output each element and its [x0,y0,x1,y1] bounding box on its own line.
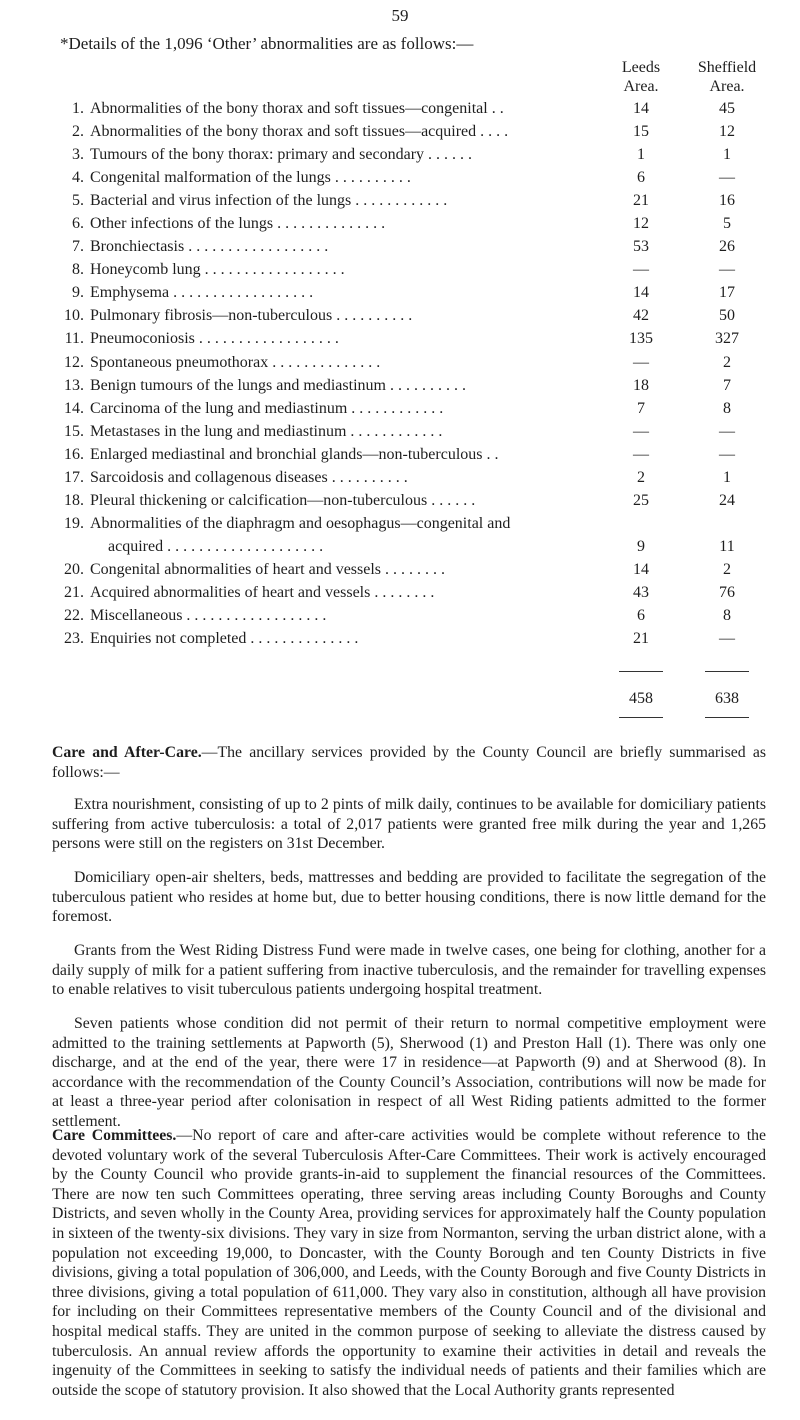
row-value-leeds: 14 [633,560,649,578]
row-value-leeds: 15 [633,123,649,141]
table-row [0,466,800,489]
row-label-text: Sarcoidosis and collagenous diseases . . . . . . . . . . [90,468,408,486]
row-value-sheffield: 5 [723,215,731,233]
row-label [90,258,582,281]
row-value-leeds: 43 [633,583,649,601]
row-number: 17. [64,468,84,486]
table-row [0,120,800,143]
row-value-leeds: 21 [633,192,649,210]
row-label [90,604,582,627]
table-row [0,281,800,304]
paragraph-text: —The ancillary services provided by the County Council are briefly summarised as follows:— [52,744,766,781]
total-rule-bottom-leeds [619,717,663,718]
table-row [0,351,800,374]
paragraph-care-committees [52,1126,766,1400]
row-value-leeds: 12 [633,215,649,233]
row-number: 6. [72,215,84,233]
column-header-line: Area. [709,78,745,95]
row-label-text: Spontaneous pneumothorax . . . . . . . . . . . . . . [90,353,381,371]
row-label-text: Pulmonary fibrosis—non-tuberculous . . . . . . . . . . [90,307,413,325]
row-value-sheffield: 26 [719,238,735,256]
row-label [90,558,582,581]
row-label-text: Metastases in the lung and mediastinum . . . . . . . . . . . . [90,422,443,440]
row-value-sheffield: 45 [719,100,735,117]
row-value-leeds: 25 [633,491,649,509]
row-label-text: Miscellaneous . . . . . . . . . . . . . . . . . . [90,606,327,624]
abnormalities-table [0,97,800,650]
column-header-line: Sheffield [697,59,757,76]
row-label-text: Abnormalities of the diaphragm and oesophagus—congenital and [90,514,511,532]
row-value-leeds: — [633,445,649,463]
row-number: 3. [72,146,84,164]
row-number: 1. [72,100,84,117]
table-row [0,374,800,397]
row-value-sheffield: 16 [719,192,735,210]
row-value-sheffield: — [719,445,735,463]
row-value-leeds: 7 [637,399,645,417]
row-label-text: Tumours of the bony thorax: primary and secondary . . . . . . [90,146,473,164]
column-header-sheffield [682,58,772,96]
row-label-text: Carcinoma of the lung and mediastinum . . . . . . . . . . . . [90,399,444,417]
paragraph-nourishment: Extra nourishment, consisting of up to 2 pints of milk daily, continues to be available for domiciliary patients suffering from active tuberculosis: a total of 2,017 patients were granted free milk during the year and 1,265 persons were still on the registers on 31st December. [52,796,766,853]
row-value-leeds: 21 [633,629,649,647]
row-value-sheffield: — [719,422,735,440]
table-row [0,420,800,443]
row-value-leeds: 1 [637,146,645,164]
row-value-sheffield: 24 [719,491,735,509]
table-row [0,581,800,604]
row-number: 14. [64,399,84,417]
row-label-text: Enquiries not completed . . . . . . . . . . . . . . [90,629,359,647]
paragraph-care-aftercare [52,743,766,782]
row-number: 9. [72,284,84,302]
row-label [90,581,582,604]
row-value-leeds: 2 [637,468,645,486]
table-row [0,304,800,327]
row-label-text: Benign tumours of the lungs and mediastinum . . . . . . . . . . [90,376,466,394]
row-value-sheffield: 7 [723,376,731,394]
row-label [90,235,582,258]
total-sheffield: 638 [715,690,739,707]
row-value-leeds: 14 [633,100,649,117]
row-label [90,374,582,397]
row-number: 12. [64,353,84,371]
row-label-text: Pleural thickening or calcification—non-tuberculous . . . . . . [90,491,476,509]
row-value-sheffield: 1 [723,468,731,486]
row-label [90,489,582,512]
row-number: 4. [72,169,84,187]
row-number: 19. [64,514,84,532]
row-value-leeds: 6 [637,169,645,187]
row-value-sheffield: — [719,629,735,647]
table-row [0,212,800,235]
row-label-text: Emphysema . . . . . . . . . . . . . . . . . . [90,284,314,302]
total-rule-top-sheffield [705,671,749,672]
row-value-sheffield: 8 [723,399,731,417]
total-rule-top-leeds [619,671,663,672]
row-value-leeds: 14 [633,284,649,302]
table-row [0,627,800,650]
row-label [90,212,582,235]
row-label [90,327,582,350]
row-number: 5. [72,192,84,210]
column-header-line: Area. [623,78,659,95]
row-label-text: Congenital abnormalities of heart and vessels . . . . . . . . [90,560,446,578]
row-value-sheffield: 2 [723,560,731,578]
row-number: 10. [64,307,84,325]
row-value-leeds: — [633,261,649,279]
row-label [90,466,582,489]
table-row [0,166,800,189]
row-value-sheffield: 11 [719,537,735,555]
paragraph-shelters: Domiciliary open-air shelters, beds, mattresses and bedding are provided to facilitate the segregation of the tuberculous patient who resides at home but, due to better housing conditions, there is now little demand for the foremost. [52,869,766,926]
row-number: 16. [64,445,84,463]
table-row [0,327,800,350]
row-value-leeds: — [633,353,649,371]
row-value-leeds: — [633,422,649,440]
row-number: 2. [72,123,84,141]
column-header-line: Leeds [621,59,661,76]
table-row [0,558,800,581]
row-label-text: Bronchiectasis . . . . . . . . . . . . . . . . . . [90,238,329,256]
row-label [90,627,582,650]
table-row [0,97,800,120]
row-value-sheffield: 17 [719,284,735,302]
row-value-sheffield: 76 [719,583,735,601]
row-number: 22. [64,606,84,624]
row-number: 13. [64,376,84,394]
row-label [90,166,582,189]
paragraph-settlements: Seven patients whose condition did not permit of their return to normal competitive employment were admitted to the training settlements at Papworth (5), Sherwood (1) and Preston Hall (1). There was only one discharge, and at the end of the year, there were 17 in residence—at Papworth (9) and at Sherwood (8). In accordance with the recommendation of the County Council’s Association, contributions will now be made for at least a three-year period after colonisation in respect of all West Riding patients admitted to the former settlement. [52,1015,766,1130]
table-row [0,604,800,627]
row-label [90,420,582,443]
table-row [0,489,800,512]
row-label-text: Abnormalities of the bony thorax and soft tissues—acquired . . . . [90,123,509,141]
row-label-text: Abnormalities of the bony thorax and soft tissues—congenital . . [90,100,504,117]
row-value-sheffield: 12 [719,123,735,141]
row-value-sheffield: — [719,169,735,187]
row-label [90,143,582,166]
row-number: 11. [64,330,84,348]
row-number: 18. [64,491,84,509]
row-label [90,304,582,327]
row-label-text: Honeycomb lung . . . . . . . . . . . . . . . . . . [90,261,345,279]
column-header-leeds [596,58,686,96]
row-label-text: Bacterial and virus infection of the lungs . . . . . . . . . . . . [90,192,448,210]
row-label [90,443,582,466]
row-value-sheffield: 1 [723,146,731,164]
row-value-sheffield: — [719,261,735,279]
table-row [0,235,800,258]
row-label-text: Pneumoconiosis . . . . . . . . . . . . . . . . . . [90,330,339,348]
row-label [90,281,582,304]
paragraph-heading: Care Committees. [52,1127,177,1144]
page-number: 59 [391,6,409,25]
row-value-leeds: 135 [629,330,653,348]
row-value-leeds: 6 [637,606,645,624]
table-row [0,258,800,281]
row-value-sheffield: 2 [723,353,731,371]
row-label-text: Acquired abnormalities of heart and vessels . . . . . . . . [90,583,435,601]
table-intro: *Details of the 1,096 ‘Other’ abnormalities are as follows:— [60,34,474,53]
row-label [90,397,582,420]
row-value-leeds: 53 [633,238,649,256]
row-value-leeds: 18 [633,376,649,394]
total-leeds: 458 [629,690,653,707]
row-number: 7. [72,238,84,256]
table-row [0,189,800,212]
row-number: 15. [64,422,84,440]
row-value-sheffield: 327 [715,330,739,348]
row-label [90,120,582,143]
row-value-leeds: 9 [637,537,645,555]
paragraph-text: —No report of care and after-care activities would be complete without reference to the devoted voluntary work of the several Tuberculosis After-Care Committees. Their work is actively encouraged by the County Council who provide grants-in-aid to supplement the financial resources of the Committees. There are now ten such Committees operating, three serving areas including County Boroughs and County Districts, and seven wholly in the County Area, providing services for approximately half the County population in sixteen of the twenty-six divisions. They vary in size from Normanton, serving the urban district alone, with a population not exceeding 19,000, to Doncaster, with the County Borough and ten County Districts in five divisions, giving a total population of 306,000, and Leeds, with the County Borough and five County Districts in three divisions, giving a total population of 611,000. They vary also in constitution, although all have provision for including on their Committees representative members of the County Council and of the divisional and hospital medical staffs. They are united in the common purpose of seeking to alleviate the distress caused by tuberculosis. An annual review affords the opportunity to examine their activities in detail and reveals the ingenuity of the Committees in seeking to satisfy the individual needs of patients and their families which are outside the scope of statutory provision. It also showed that the Local Authority grants represented [52,1127,766,1399]
row-label-text: Enlarged mediastinal and bronchial glands—non-tuberculous . . [90,445,499,463]
paragraph-heading: Care and After-Care. [52,744,202,761]
row-number: 20. [64,560,84,578]
row-label-text: Other infections of the lungs . . . . . . . . . . . . . . [90,215,386,233]
row-label-continued: acquired . . . . . . . . . . . . . . . . . . . . [108,537,324,555]
table-row [0,443,800,466]
row-number: 8. [72,261,84,279]
row-label [90,97,582,120]
row-value-sheffield: 50 [719,307,735,325]
total-rule-bottom-sheffield [705,717,749,718]
row-number: 21. [64,583,84,601]
table-row [0,143,800,166]
paragraph-grants: Grants from the West Riding Distress Fund were made in twelve cases, one being for clothing, another for a daily supply of milk for a patient suffering from inactive tuberculosis, and the remainder for travelling expenses to enable relatives to visit tuberculous patients undergoing hospital treatment. [52,942,766,999]
row-label-text: Congenital malformation of the lungs . . . . . . . . . . [90,169,411,187]
table-row [0,512,800,558]
row-number: 23. [64,629,84,647]
row-label [90,351,582,374]
row-label [90,512,582,558]
row-value-sheffield: 8 [723,606,731,624]
row-label [90,189,582,212]
row-value-leeds: 42 [633,307,649,325]
table-row [0,397,800,420]
